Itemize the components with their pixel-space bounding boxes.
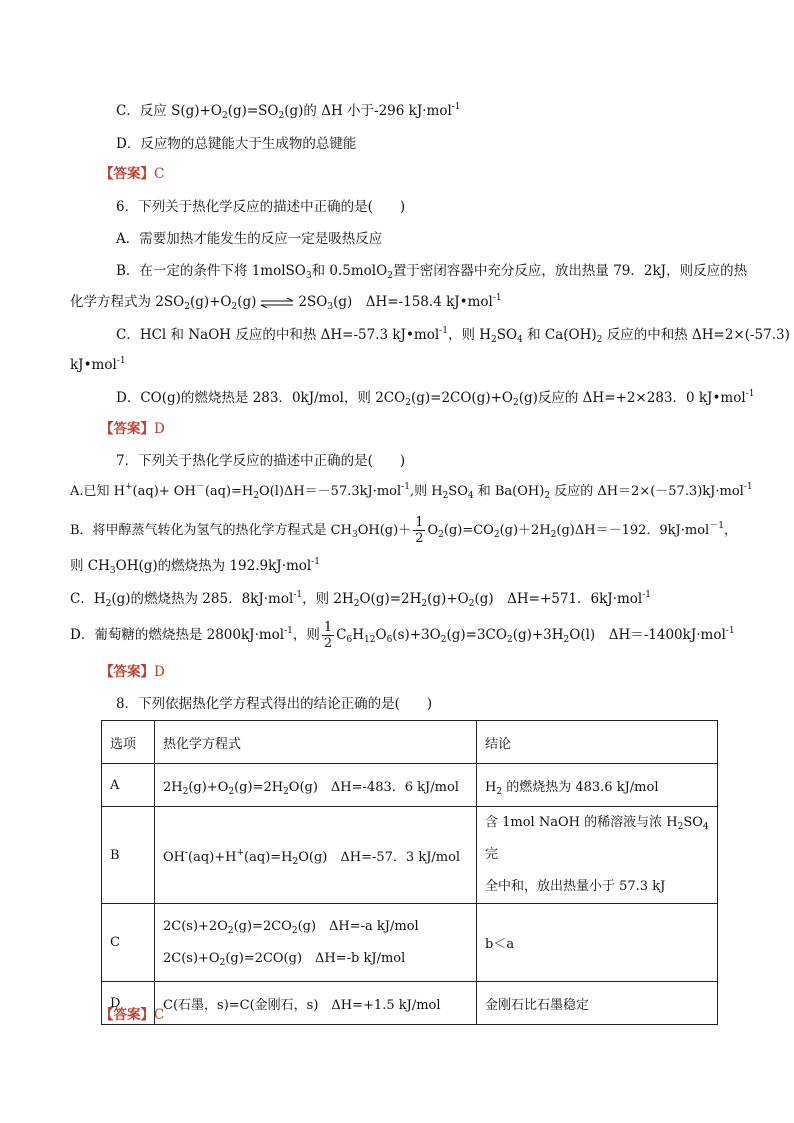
q6-answer: 【答案】D — [100, 421, 165, 437]
table-row — [102, 904, 718, 982]
row-option: C — [102, 904, 155, 982]
options-table — [101, 720, 718, 1025]
q8-answer: 【答案】C — [100, 1007, 165, 1023]
table-row — [102, 982, 718, 1025]
q6-option-a: A．需要加热才能发生的反应一定是吸热反应 — [116, 231, 383, 247]
conclusion-line: 全中和，放出热量小于 57.3 kJ — [485, 879, 666, 894]
table-row — [102, 807, 718, 904]
q7-answer: 【答案】D — [100, 664, 165, 680]
row-conclusion — [477, 807, 718, 904]
row-equation: $2H_2(g)+O_2(g)=2H_2O(g)$ ΔH=-483．6 kJ/mol — [155, 764, 477, 807]
header-equation: 热化学方程式 — [155, 721, 477, 764]
q6-stem: 6．下列关于热化学反应的描述中正确的是( ) — [116, 199, 406, 215]
reversible-arrow-icon — [260, 298, 294, 308]
table-row — [102, 764, 718, 807]
equation-line: $2C(s)+2O_2(g)=2CO_2(g)$ ΔH=-a kJ/mol — [163, 918, 419, 936]
row-conclusion: b＜a — [477, 904, 718, 982]
q7-option-b-line1: B．将甲醇蒸气转化为氢气的热化学方程式是 $CH_3OH(g)+$ $\frac{1}{2}$ $O_2(g)=CO_2(g)+2H_2(g)\Delta H=-192$．9kJ·mol$^{-1}$， — [70, 515, 737, 546]
q8-stem: 8．下列依据热化学方程式得出的结论正确的是( ) — [116, 696, 433, 712]
q6-option-b-line1: B．在一定的条件下将 1molSO$_3$和 0.5molO$_2$置于密闭容器中充分反应，放出热量 79．2kJ，则反应的热 — [116, 263, 748, 281]
q5-option-c: C．反应 $S(g)+O_2(g)=SO_2(g)$的 ΔH 小于-296 kJ·mol$^{-1}$ — [116, 102, 461, 121]
header-conclusion: 结论 — [477, 721, 718, 764]
row-conclusion: $H_2$ 的燃烧热为 483.6 kJ/mol — [477, 764, 718, 807]
q7-option-b-line2: 则 $CH_3OH(g)$的燃烧热为 192.9kJ·mol$^{-1}$ — [70, 557, 321, 576]
q7-stem: 7．下列关于热化学反应的描述中正确的是( ) — [116, 453, 406, 469]
row-option: A — [102, 764, 155, 807]
fraction-half: $\frac{1}{2}$ — [415, 515, 424, 546]
table-header-row — [102, 721, 718, 764]
row-equation: C(石墨，s)=C(金刚石，s) ΔH=+1.5 kJ/mol — [155, 982, 477, 1025]
q6-option-c-line2: kJ•mol$^{-1}$ — [70, 356, 126, 373]
row-conclusion: 金刚石比石墨稳定 — [477, 982, 718, 1025]
row-option: B — [102, 807, 155, 904]
row-equation — [155, 904, 477, 982]
q6-option-c-line1: C．HCl 和 NaOH 反应的中和热 ΔH=-57.3 kJ•mol$^{-1}$，则 $H_2SO_4$ 和 $Ca(OH)_2$ 反应的中和热 ΔH=2×(-57.3) — [116, 326, 790, 345]
fraction-half: $\frac{1}{2}$ — [323, 620, 333, 651]
q6-option-d: D．CO(g)的燃烧热是 283．0kJ/mol，则 $2CO_2(g)=2CO(g)+O_2(g)$反应的 ΔH=+2×283．0 kJ•mol$^{-1}$ — [116, 389, 755, 408]
header-option: 选项 — [102, 721, 155, 764]
equation-line: $2C(s)+O_2(g)=2CO(g)$ ΔH=-b kJ/mol — [163, 950, 406, 968]
row-option: D — [102, 982, 155, 1025]
q7-option-d: D．葡萄糖的燃烧热是 2800kJ·mol$^{-1}$，则 $\frac{1}{2}$ $C_6H_{12}O_6(s)+3O_2(g)=3CO_2(g)+3H_2O(l)$ ΔH＝-1400kJ·mol$^{-1}$ — [70, 620, 735, 651]
q7-option-c: C．$H_2(g)$的燃烧热为 285．8kJ·mol$^{-1}$，则 $2H_2O(g)=2H_2(g)+O_2(g)$ ΔH=+571．6kJ·mol$^{-1}$ — [70, 590, 652, 609]
q5-answer: 【答案】C — [100, 166, 165, 182]
conclusion-line: 含 1mol NaOH 的稀溶液与浓 $H_2SO_4$ 完 — [485, 815, 709, 862]
q6-option-b-line2: 化学方程式为 $2SO_2(g)+O_2(g)$ $2SO_3(g)$ ΔH=-158.4 kJ•mol$^{-1}$ — [70, 293, 502, 312]
row-equation: $OH^-(aq)+H^+(aq)=H_2O(g)$ ΔH=-57．3 kJ/mol — [155, 807, 477, 904]
q7-option-a: A.已知 $H^+(aq)+ OH^-(aq)=H_2O(l)\Delta H=-57.3kJ\cdot mol^{-1}$,则 $H_2SO_4$ 和 $Ba(OH)_2$ 反应的 ΔH＝2×(－57.3)kJ·mol$^{-1}$ — [70, 482, 753, 501]
q5-option-d: D．反应物的总键能大于生成物的总键能 — [116, 136, 357, 152]
